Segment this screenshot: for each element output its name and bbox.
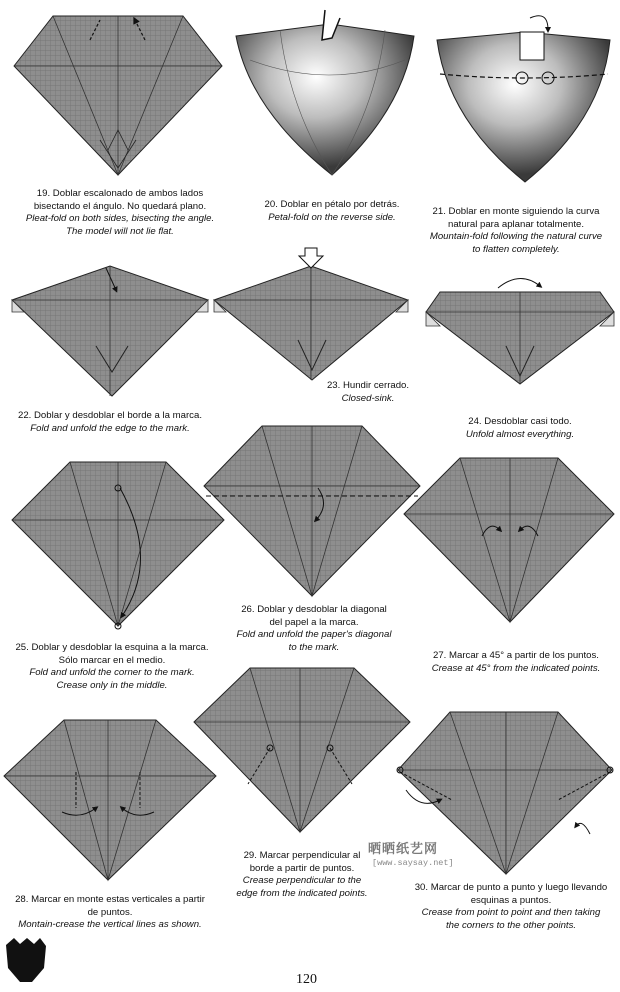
step22-caption: 22. Doblar y desdoblar el borde a la marca. Fold and unfold the edge to the mark. xyxy=(18,410,202,434)
step23-caption: 23. Hundir cerrado. Closed-sink. xyxy=(326,380,410,404)
page-number: 120 xyxy=(296,972,317,987)
step29-caption: 29. Marcar perpendicular al borde a partir de puntos. Crease perpendicular to the edge from the indicated points. xyxy=(236,850,368,899)
step27-diagram xyxy=(404,458,614,622)
step25-diagram xyxy=(12,462,224,629)
step21-caption: 21. Doblar en monte siguiendo la curva natural para aplanar totalmente. Mountain-fold following the natural curve to flatten completely. xyxy=(429,206,603,255)
step27-caption: 27. Marcar a 45° a partir de los puntos. Crease at 45° from the indicated points. xyxy=(431,650,601,674)
step25-caption: 25. Doblar y desdoblar la esquina a la marca. Sólo marcar en el medio. Fold and unfold the corner to the mark. Crease only in the middle. xyxy=(15,642,209,691)
step28-diagram xyxy=(4,720,216,880)
step19-caption: 19. Doblar escalonado de ambos lados bisectando el ángulo. No quedará plano. Pleat-fold on both sides, bisecting the angle. The model will not lie flat. xyxy=(25,188,215,237)
step26-diagram xyxy=(204,426,420,596)
step23-diagram xyxy=(214,248,408,380)
step24-caption: 24. Desdoblar casi todo. Unfold almost everything. xyxy=(465,416,575,440)
step20-caption: 20. Doblar en pétalo por detrás. Petal-fold on the reverse side. xyxy=(264,199,400,223)
step26-caption: 26. Doblar y desdoblar la diagonal del papel a la marca. Fold and unfold the paper's diagonal to the mark. xyxy=(236,604,392,653)
step21-diagram xyxy=(437,16,610,182)
step22-diagram xyxy=(12,266,208,396)
step29-diagram xyxy=(194,668,410,832)
step28-caption: 28. Marcar en monte estas verticales a partir de puntos. Montain-crease the vertical lines as shown. xyxy=(15,894,205,931)
step20-diagram xyxy=(236,10,414,175)
logo-silhouette xyxy=(6,938,46,982)
step30-caption: 30. Marcar de punto a punto y luego llevando esquinas a puntos. Crease from point to point and then taking the corners to the other points. xyxy=(414,882,608,931)
step19-diagram xyxy=(14,16,222,175)
step24-diagram xyxy=(426,278,614,384)
watermark-url: [www.saysay.net] xyxy=(372,858,454,868)
watermark-text: 晒晒纸艺网 xyxy=(368,842,439,857)
